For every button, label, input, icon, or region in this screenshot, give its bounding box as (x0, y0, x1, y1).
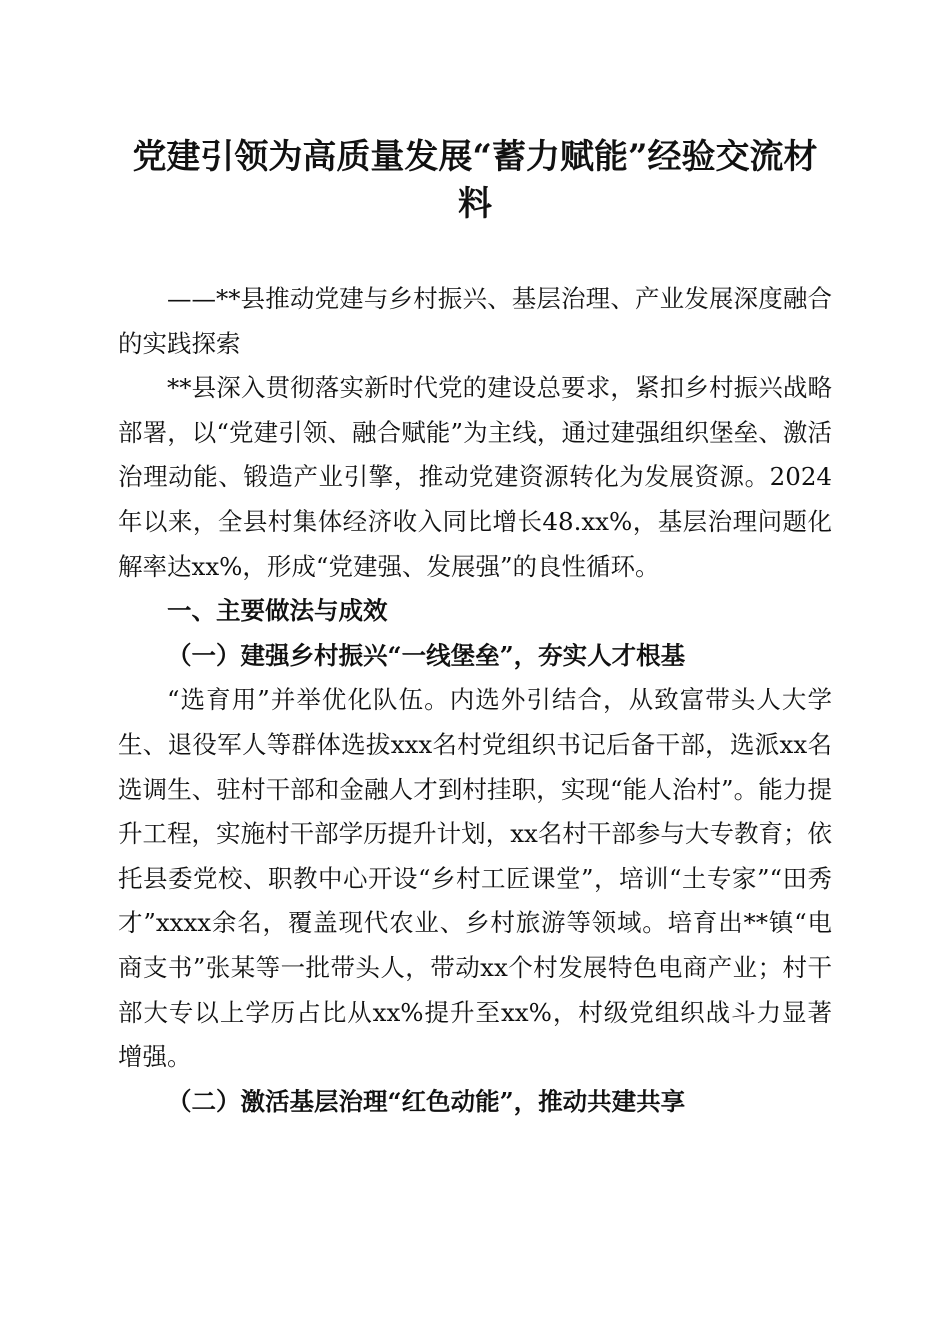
body-paragraph: “选育用”并举优化队伍。内选外引结合，从致富带头人大学生、退役军人等群体选拔xxx名村党组织书记后备干部，选派xx名选调生、驻村干部和金融人才到村挂职，实现“能人治村”。能力提升工程，实施村干部学历提升计划，xx名村干部参与大专教育；依托县委党校、职教中心开设“乡村工匠课堂”，培训“土专家”“田秀才”xxxx余名，覆盖现代农业、乡村旅游等领域。培育出**镇“电商支书”张某等一批带头人，带动xx个村发展特色电商产业；村干部大专以上学历占比从xx%提升至xx%，村级党组织战斗力显著增强。 (118, 685, 832, 1072)
section-heading: 一、主要做法与成效 (167, 596, 388, 626)
intro-paragraph: **县深入贯彻落实新时代党的建设总要求，紧扣乡村振兴战略部署，以“党建引领、融合赋能”为主线，通过建强组织堡垒、激活治理动能、锻造产业引擎，推动党建资源转化为发展资源。2024年以来，全县村集体经济收入同比增长48.xx%，基层治理问题化解率达xx%，形成“党建强、发展强”的良性循环。 (118, 373, 832, 581)
document-body (118, 277, 832, 1124)
document-title: 党建引领为高质量发展“蓄力赋能”经验交流材料 (132, 137, 818, 224)
subsection-heading: （二）激活基层治理“红色动能”，推动共建共享 (167, 1086, 686, 1116)
subtitle: ——**县推动党建与乡村振兴、基层治理、产业发展深度融合的实践探索 (118, 284, 832, 358)
subsection-heading: （一）建强乡村振兴“一线堡垒”，夯实人才根基 (167, 640, 686, 670)
